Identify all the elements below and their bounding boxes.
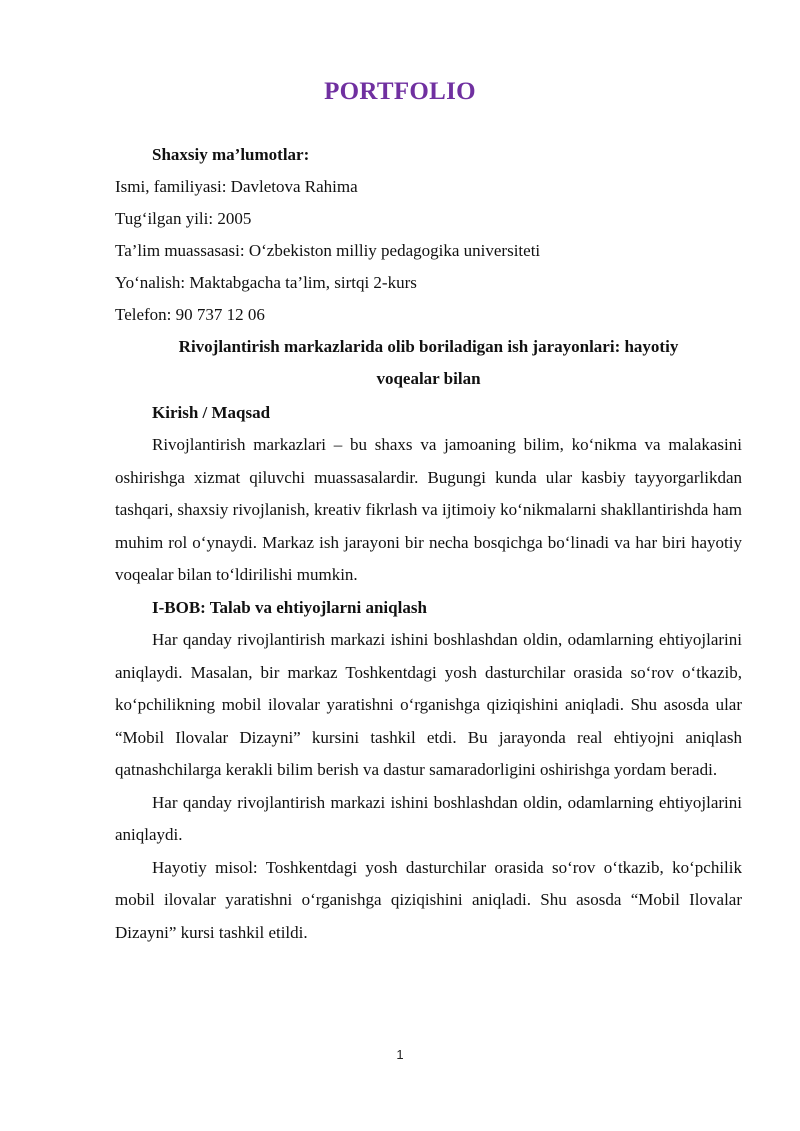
intro-paragraph (115, 429, 742, 592)
personal-info-section (115, 139, 742, 331)
page-number: 1 (396, 1047, 404, 1062)
chapter-1-paragraph-1: Har qanday rivojlantirish markazi ishini boshlashdan oldin, odamlarning ehtiyojlarini aniqlaydi. Masalan, bir markaz Toshkentdagi yosh dasturchilar orasida so‘rov o‘tkazib, ko‘pchilikning mobil ilovalar yaratishni o‘rganishga qiziqishini aniqladi. Shu asosda ular “Mobil Ilovalar Dizayni” kursini tashkil etdi. Bu jarayonda real ehtiyojni aniqlash qatnashchilarga kerakli bilim berish va dastur samaradorligini oshirishga yordam beradi. (115, 630, 742, 779)
topic-line-2: voqealar bilan (376, 369, 481, 388)
chapter-1-section (115, 592, 742, 949)
intro-text: Rivojlantirish markazlari – bu shaxs va jamoaning bilim, ko‘nikma va malakasini oshirishga xizmat qiluvchi muassasalardir. Bugungi kunda ular kasbiy tayyorgarlikdan tashqari, shaxsiy rivojlanish, kreativ fikrlash va ijtimoiy ko‘nikmalarni shakllantirishda ham muhim rol o‘ynaydi. Markaz ish jarayoni bir necha bosqichga bo‘linadi va har biri hayotiy voqealar bilan to‘ldirilishi mumkin. (115, 435, 742, 584)
intro-heading: Kirish / Maqsad (152, 403, 271, 422)
phone-line: Telefon: 90 737 12 06 (115, 305, 265, 324)
personal-info-heading: Shaxsiy ma’lumotlar: (152, 145, 310, 164)
intro-section (115, 397, 742, 592)
chapter-1-heading: I-BOB: Talab va ehtiyojlarni aniqlash (152, 598, 427, 617)
chapter-1-paragraph-3: Hayotiy misol: Toshkentdagi yosh dasturchilar orasida so‘rov o‘tkazib, ko‘pchilik mobil ilovalar yaratishni o‘rganishga qiziqishini aniqladi. Shu asosda “Mobil Ilovalar Dizayni” kursi tashkil etildi. (115, 857, 742, 942)
topic-line-1: Rivojlantirish markazlarida olib boriladigan ish jarayonlari: hayotiy (178, 337, 679, 356)
birth-year-line: Tug‘ilgan yili: 2005 (115, 209, 252, 228)
chapter-1-paragraph-2: Har qanday rivojlantirish markazi ishini boshlashdan oldin, odamlarning ehtiyojlarini aniqlaydi. (115, 792, 742, 844)
direction-line: Yo‘nalish: Maktabgacha ta’lim, sirtqi 2-kurs (115, 273, 417, 292)
institution-line: Ta’lim muassasasi: O‘zbekiston milliy pedagogika universiteti (115, 241, 541, 260)
page-title: PORTFOLIO (324, 78, 476, 105)
chapter-1-body (115, 624, 742, 949)
topic-heading (115, 331, 742, 395)
name-line: Ismi, familiyasi: Davletova Rahima (115, 177, 358, 196)
